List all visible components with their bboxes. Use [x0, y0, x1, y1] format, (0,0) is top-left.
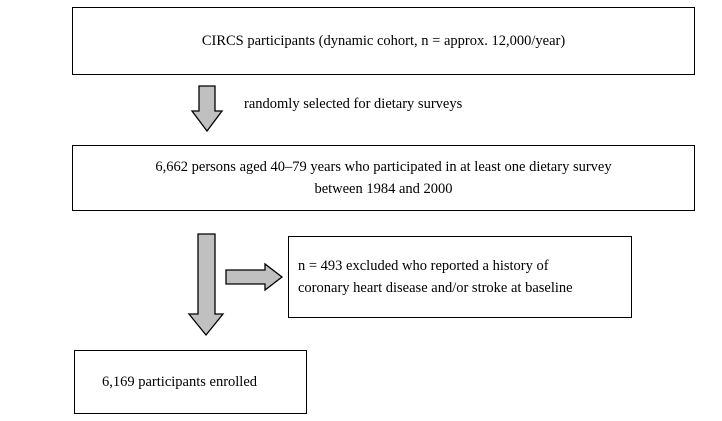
down-arrow-1 [192, 86, 222, 131]
enrolled-box-text: 6,169 participants enrolled [102, 374, 258, 390]
surveyed-box-line1: 6,662 persons aged 40–79 years who participated in at least one dietary survey [155, 159, 612, 175]
right-arrow-excluded [226, 264, 282, 290]
excluded-box-line2: coronary heart disease and/or stroke at baseline [298, 280, 573, 296]
cohort-box [72, 7, 695, 75]
enrolled-box [74, 350, 307, 414]
excluded-box-line1: n = 493 excluded who reported a history of [298, 258, 549, 274]
surveyed-box-line2: between 1984 and 2000 [314, 181, 453, 197]
surveyed-box [72, 145, 695, 211]
excluded-box [288, 236, 632, 318]
cohort-box-text: CIRCS participants (dynamic cohort, n = approx. 12,000/year) [201, 33, 566, 49]
down-arrow-2 [189, 234, 223, 335]
selection-label: randomly selected for dietary surveys [244, 96, 463, 112]
